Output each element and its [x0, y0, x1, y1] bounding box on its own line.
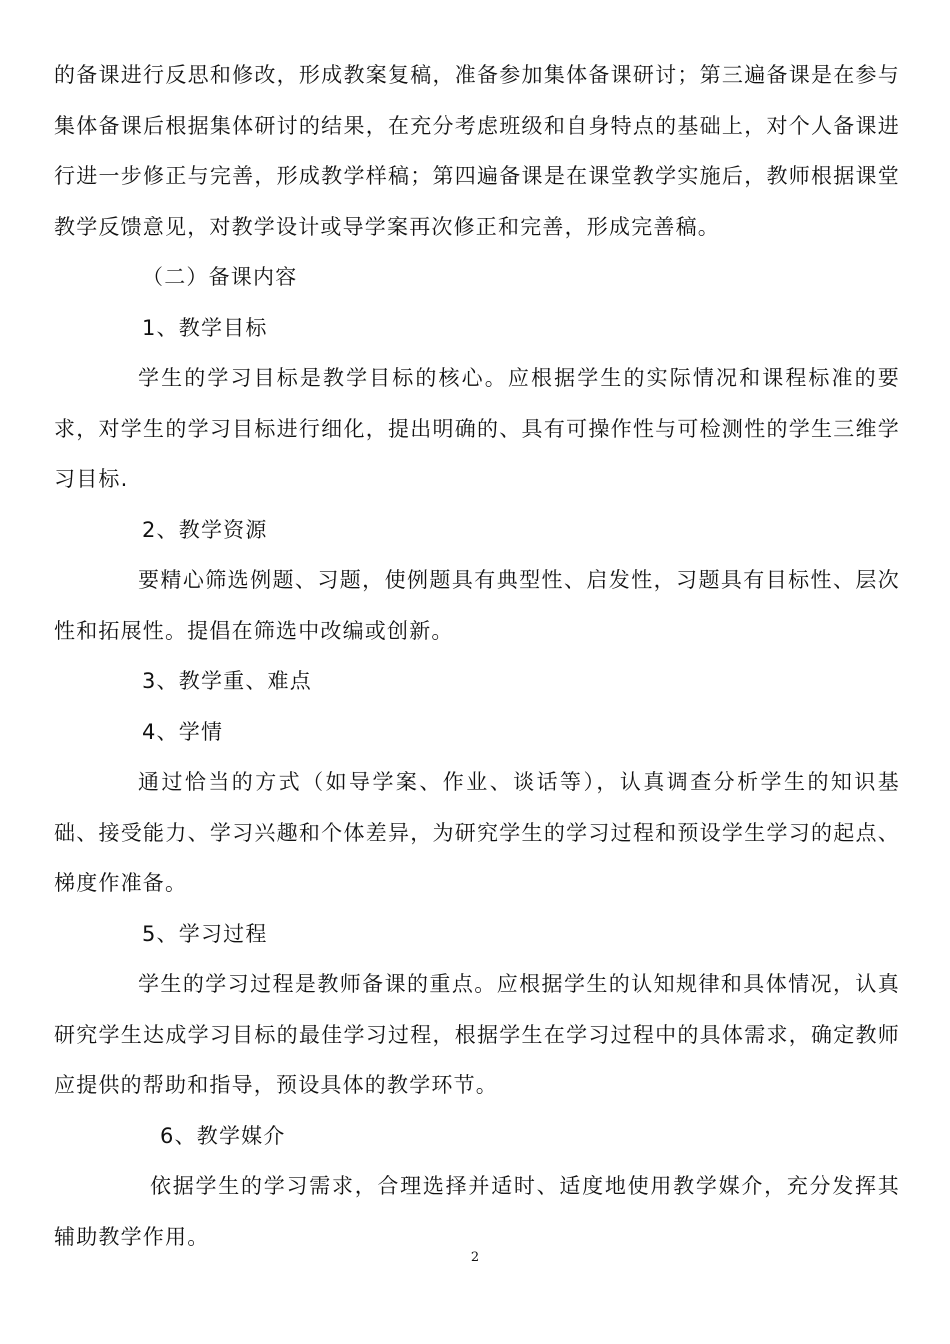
- item-heading-2: 2、教学资源: [142, 517, 268, 542]
- item-body-1: 学生的学习目标是教学目标的核心。应根据学生的实际情况和课程标准的要求，对学生的学习目标进行细化，提出明确的、具有可操作性与可检测性的学生三维学习目标.: [54, 366, 900, 491]
- section-heading: （二）备课内容: [142, 265, 298, 289]
- item-heading-4: 4、学情: [142, 719, 224, 744]
- continuation-paragraph: 的备课进行反思和修改，形成教案复稿，准备参加集体备课研讨；第三遍备课是在参与集体备课后根据集体研讨的结果，在充分考虑班级和自身特点的基础上，对个人备课进行进一步修正与完善，形成教学样稿；第四遍备课是在课堂教学实施后，教师根据课堂教学反馈意见，对教学设计或导学案再次修正和完善，形成完善稿。: [54, 63, 900, 239]
- page-number: 2: [470, 1250, 480, 1265]
- item-body-6: 依据学生的学习需求，合理选择并适时、适度地使用教学媒介，充分发挥其辅助教学作用。: [54, 1174, 900, 1249]
- item-heading-6: 6、教学媒介: [160, 1123, 286, 1148]
- item-body-2: 要精心筛选例题、习题，使例题具有典型性、启发性，习题具有目标性、层次性和拓展性。提倡在筛选中改编或创新。: [54, 568, 900, 643]
- item-heading-3: 3、教学重、难点: [142, 669, 312, 693]
- item-body-5: 学生的学习过程是教师备课的重点。应根据学生的认知规律和具体情况，认真研究学生达成学习目标的最佳学习过程，根据学生在学习过程中的具体需求，确定教师应提供的帮助和指导，预设具体的教学环节。: [54, 972, 900, 1097]
- item-heading-5: 5、学习过程: [142, 921, 268, 946]
- item-body-4: 通过恰当的方式（如导学案、作业、谈话等），认真调查分析学生的知识基础、接受能力、学习兴趣和个体差异，为研究学生的学习过程和预设学生学习的起点、梯度作准备。: [54, 770, 900, 895]
- document-page: [54, 50, 900, 1262]
- item-heading-1: 1、教学目标: [142, 315, 268, 340]
